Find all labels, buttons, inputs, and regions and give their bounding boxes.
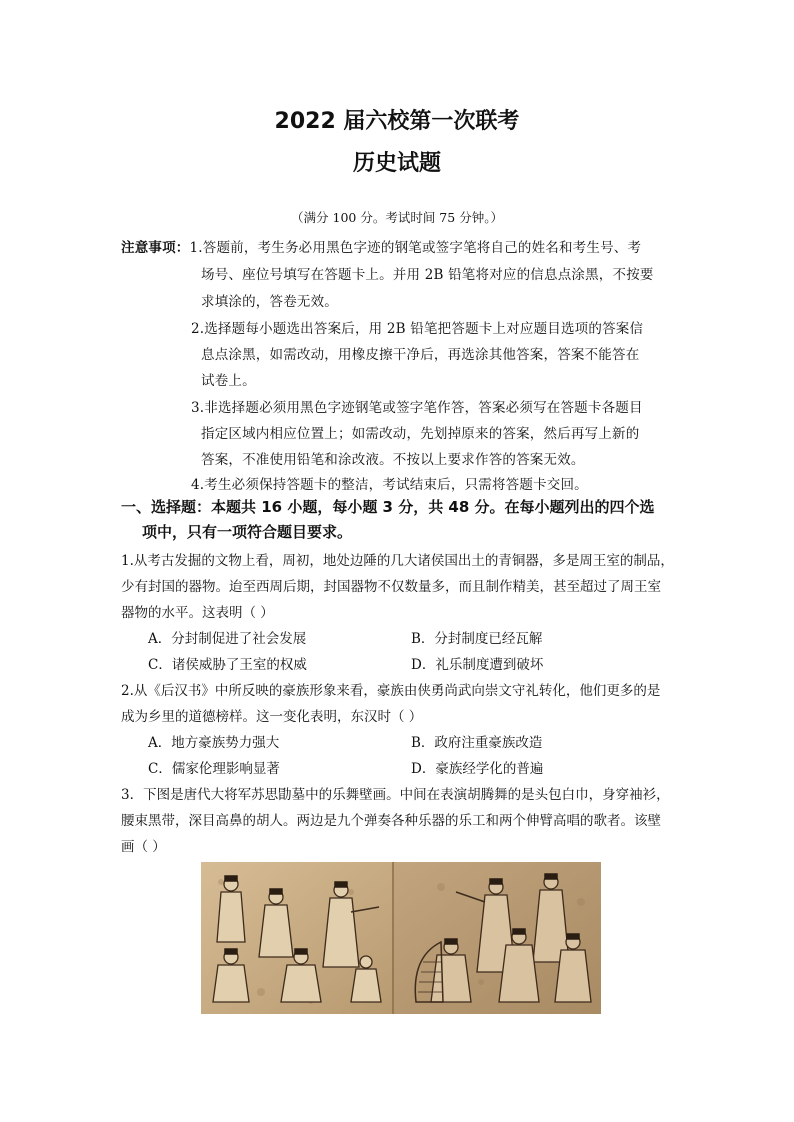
question-1-option-c[interactable]: C．诸侯威胁了王室的权威: [148, 657, 307, 673]
question-2-line-1: 2.从《后汉书》中所反映的豪族形象来看，豪族由侠勇尚武向崇文守礼转化，他们更多的是: [121, 683, 661, 699]
exam-title: 2022 届六校第一次联考: [274, 109, 520, 134]
question-2-option-d[interactable]: D．豪族经学化的普遍: [411, 761, 544, 777]
question-1-option-d[interactable]: D．礼乐制度遭到破坏: [411, 657, 544, 673]
question-2-option-a[interactable]: A．地方豪族势力强大: [148, 735, 280, 751]
tang-mural-figure: [201, 862, 601, 1014]
notes-line-10: 4.考生必须保持答题卡的整洁，考试结束后，只需将答题卡交回。: [191, 477, 588, 493]
question-1-line-2: 少有封国的器物。迨至西周后期，封国器物不仅数量多，而且制作精美，甚至超过了周王室: [121, 579, 661, 595]
notes-line-4: 2.选择题每小题选出答案后，用 2B 铅笔把答题卡上对应题目选项的答案信: [191, 321, 644, 337]
notes-line-5: 息点涂黑，如需改动，用橡皮擦干净后，再选涂其他答案，答案不能答在: [201, 347, 640, 363]
score-info: （满分 100 分。考试时间 75 分钟。）: [291, 210, 503, 225]
section-heading-line-2: 项中，只有一项符合题目要求。: [142, 523, 353, 541]
question-3-line-3: 画（ ）: [121, 839, 166, 855]
notes-line-9: 答案，不准使用铅笔和涂改液。不按以上要求作答的答案无效。: [201, 452, 585, 468]
notes-line-1: [121, 236, 641, 256]
question-3-line-2: 腰束黑带，深目高鼻的胡人。两边是九个弹奏各种乐器的乐工和两个伸臂高唱的歌者。该壁: [121, 813, 661, 829]
notes-text: 1.答题前，考生务必用黑色字迹的钢笔或签字笔将自己的姓名和考生号、考: [189, 240, 642, 256]
notes-line-6: 试卷上。: [201, 373, 256, 389]
question-1-line-3: 器物的水平。这表明（ ）: [121, 605, 274, 621]
question-2-option-b[interactable]: B．政府注重豪族改造: [411, 735, 543, 751]
question-1-option-a[interactable]: A．分封制促进了社会发展: [148, 631, 307, 647]
notes-line-3: 求填涂的，答卷无效。: [201, 294, 338, 310]
subject-title: 历史试题: [352, 151, 441, 176]
mural-painting-icon: [201, 862, 601, 1014]
question-2-line-2: 成为乡里的道德榜样。这一变化表明，东汉时（ ）: [121, 709, 423, 725]
notes-line-2: 场号、座位号填写在答题卡上。并用 2B 铅笔将对应的信息点涂黑，不按要: [201, 267, 654, 283]
question-2-option-c[interactable]: C．儒家伦理影响显著: [148, 761, 280, 777]
notes-label: 注意事项：: [121, 240, 190, 256]
question-1-line-1: 1.从考古发掘的文物上看，周初，地处边陲的几大诸侯国出土的青铜器，多是周王室的制品，: [121, 553, 674, 569]
question-1-option-b[interactable]: B．分封制度已经瓦解: [411, 631, 543, 647]
section-heading-line-1: 一、选择题：本题共 16 小题，每小题 3 分，共 48 分。在每小题列出的四个选: [121, 498, 655, 516]
question-3-line-1: 3．下图是唐代大将军苏思勖墓中的乐舞壁画。中间在表演胡腾舞的是头包白巾，身穿袖衫，: [121, 787, 670, 803]
notes-line-8: 指定区域内相应位置上；如需改动，先划掉原来的答案，然后再写上新的: [201, 426, 640, 442]
notes-line-7: 3.非选择题必须用黑色字迹钢笔或签字笔作答，答案必须写在答题卡各题目: [191, 400, 643, 416]
